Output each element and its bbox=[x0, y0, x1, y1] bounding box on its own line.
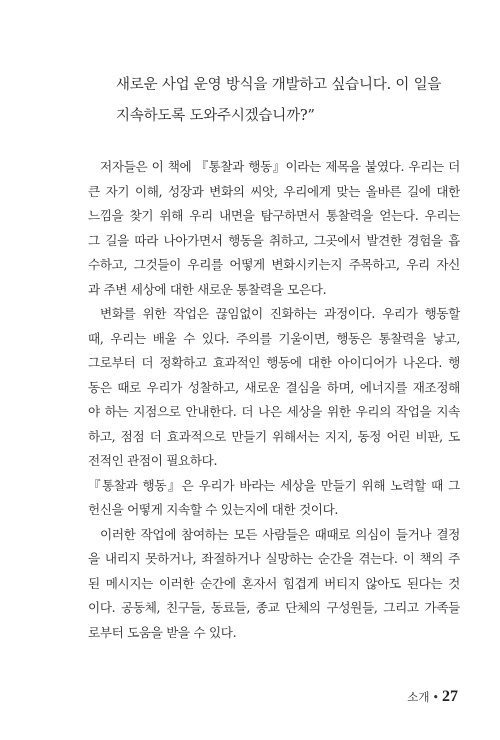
text-line: 하고, 점점 더 효과적으로 만들기 위해서는 지지, 동정 어린 비판, 도 bbox=[88, 428, 460, 444]
text-line: 이러한 작업에 참여하는 모든 사람들은 때때로 의심이 들거나 결정 bbox=[100, 526, 460, 542]
text-line: 과 주변 세상에 대한 새로운 통찰력을 모은다. bbox=[88, 281, 327, 297]
text-line: 저자들은 이 책에 『통찰과 행동』이라는 제목을 붙였다. 우리는 더 bbox=[100, 159, 460, 174]
body-text bbox=[88, 155, 460, 645]
text-line: 때, 우리는 배울 수 있다. 주의를 기울이면, 행동은 통찰력을 낳고, bbox=[88, 330, 460, 346]
text-line: 전적인 관점이 필요하다. bbox=[88, 453, 218, 468]
text-line: 변화를 위한 작업은 끊임없이 진화하는 과정이다. 우리가 행동할 bbox=[100, 306, 460, 321]
text-line: 헌신을 어떻게 지속할 수 있는지에 대한 것이다. bbox=[88, 502, 339, 517]
quote-line: 지속하도록 도와주시겠습니까?” bbox=[116, 108, 315, 124]
section-title: 소개 bbox=[407, 690, 430, 704]
text-line: 된 메시지는 이러한 순간에 혼자서 힘겹게 버티지 않아도 된다는 것 bbox=[88, 575, 460, 591]
text-line: 그로부터 더 정확하고 효과적인 행동에 대한 아이디어가 나온다. 행 bbox=[88, 355, 460, 370]
text-line: 그 길을 따라 나아가면서 행동을 취하고, 그곳에서 발견한 경험을 흡 bbox=[88, 232, 460, 248]
quote-block bbox=[116, 70, 476, 132]
text-line: 큰 자기 이해, 성장과 변화의 씨앗, 우리에게 맞는 올바른 길에 대한 bbox=[88, 183, 460, 199]
text-line: 이다. 공동체, 친구들, 동료들, 종교 단체의 구성원들, 그리고 가족들 bbox=[88, 600, 460, 615]
paragraph bbox=[88, 155, 460, 302]
text-line: 동은 때로 우리가 성찰하고, 새로운 결심을 하며, 에너지를 재조정해 bbox=[88, 379, 460, 395]
text-line: 수하고, 그것들이 우리를 어떻게 변화시키는지 주목하고, 우리 자신 bbox=[88, 257, 460, 272]
bullet-separator: • bbox=[432, 691, 439, 704]
text-line: 느낌을 찾기 위해 우리 내면을 탐구하면서 통찰력을 얻는다. 우리는 bbox=[88, 208, 460, 223]
text-line: 로부터 도움을 받을 수 있다. bbox=[88, 624, 237, 640]
paragraph bbox=[88, 302, 460, 474]
page-number: 27 bbox=[442, 688, 458, 705]
text-line: 을 내리지 못하거나, 좌절하거나 실망하는 순간을 겪는다. 이 책의 주 bbox=[88, 551, 460, 566]
quote-line: 새로운 사업 운영 방식을 개발하고 싶습니다. 이 일을 bbox=[116, 77, 442, 93]
text-line: 야 하는 지점으로 안내한다. 더 나은 세상을 위한 우리의 작업을 지속 bbox=[88, 404, 460, 419]
text-line: 『통찰과 행동』은 우리가 바라는 세상을 만들기 위해 노력할 때 그 bbox=[88, 477, 460, 493]
page-footer bbox=[407, 688, 458, 706]
paragraph bbox=[88, 474, 460, 523]
paragraph bbox=[88, 523, 460, 646]
